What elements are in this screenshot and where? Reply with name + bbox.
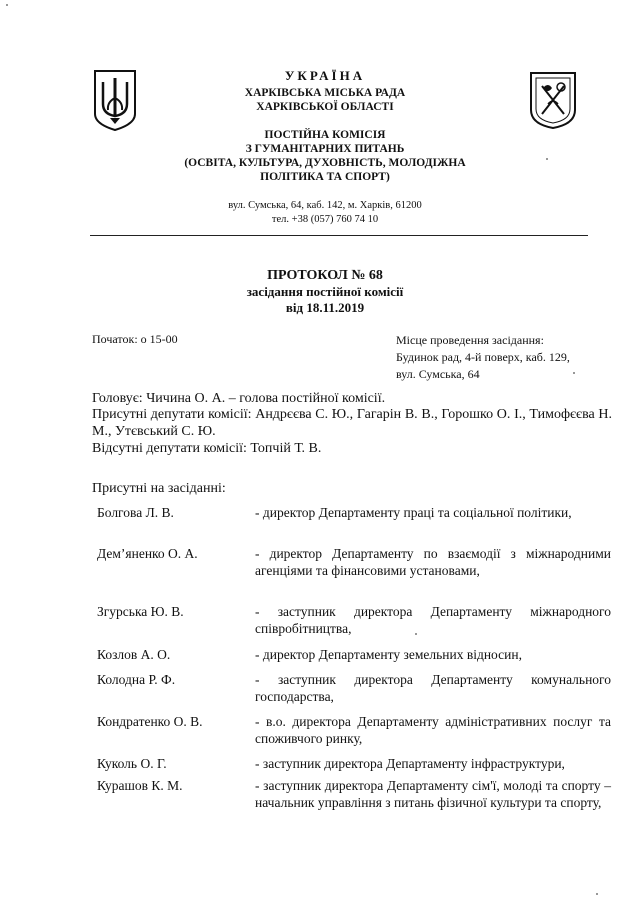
- address-line2: тел. +38 (057) 760 74 10: [271, 214, 379, 225]
- attendee-name: Болгова Л. В.: [97, 505, 174, 520]
- scan-speck: [6, 4, 8, 6]
- attendee-name: Кондратенко О. В.: [97, 714, 203, 729]
- kharkiv-coat-of-arms-icon: [528, 70, 578, 130]
- council-line1: ХАРКІВСЬКА МІСЬКА РАДА: [244, 87, 406, 99]
- attendee-name: Козлов А. О.: [97, 647, 171, 662]
- header-divider: [90, 235, 588, 236]
- attendee-position: - заступник директора Департаменту міжнародного співробітництва,: [255, 604, 611, 636]
- place-line3: вул. Сумська, 64: [396, 367, 480, 381]
- attendee-name: Згурська Ю. В.: [97, 604, 184, 619]
- attendee-name: Дем’яненко О. А.: [97, 546, 198, 561]
- address-line1: вул. Сумська, 64, каб. 142, м. Харків, 61200: [228, 200, 422, 211]
- protocol-title: ПРОТОКОЛ № 68: [267, 268, 383, 283]
- scan-speck: [573, 372, 575, 374]
- attendee-name: Курашов К. М.: [97, 778, 183, 793]
- protocol-date: від 18.11.2019: [285, 300, 365, 315]
- chair-paragraph: Головує: Чичина О. А. – голова постійної комісії.: [92, 391, 386, 406]
- country-heading: УКРАЇНА: [284, 68, 366, 83]
- attendee-name: Куколь О. Г.: [97, 756, 167, 771]
- committee-heading: [130, 128, 520, 184]
- scan-speck: [415, 633, 417, 635]
- attendee-position: - заступник директора Департаменту сім'ї, молоді та спорту – начальник управління з питань фізичної культури та спорту,: [255, 778, 611, 810]
- absent-deputies-paragraph: Відсутні депутати комісії: Топчій Т. В.: [92, 441, 322, 456]
- attendee-position: - заступник директора Департаменту інфраструктури,: [255, 756, 565, 771]
- meeting-place: [396, 332, 596, 383]
- committee-line1: ПОСТІЙНА КОМІСІЯ: [264, 129, 386, 141]
- attendee-position: - директор Департаменту по взаємодії з міжнародними агенціями та фінансовими установами,: [255, 546, 611, 578]
- attendee-position: - в.о. директора Департаменту адміністративних послуг та споживчого ринку,: [255, 714, 611, 746]
- council-line2: ХАРКІВСЬКОЇ ОБЛАСТІ: [256, 101, 394, 113]
- attendee-position: - заступник директора Департаменту комунального господарства,: [255, 672, 611, 704]
- protocol-subtitle: засідання постійної комісії: [246, 284, 404, 299]
- committee-line2: З ГУМАНІТАРНИХ ПИТАНЬ: [245, 143, 405, 155]
- committee-line3: (ОСВІТА, КУЛЬТУРА, ДУХОВНІСТЬ, МОЛОДІЖНА: [184, 157, 466, 169]
- scan-speck: [546, 158, 548, 160]
- committee-address: [130, 199, 520, 227]
- meeting-start: Початок: о 15-00: [92, 332, 178, 346]
- attendee-position: - директор Департаменту праці та соціальної політики,: [255, 505, 572, 520]
- attendee-position: - директор Департаменту земельних відносин,: [255, 647, 522, 662]
- council-heading: [130, 86, 520, 114]
- committee-line4: ПОЛІТИКА ТА СПОРТ): [260, 171, 390, 183]
- attendees-heading: Присутні на засіданні:: [92, 481, 226, 496]
- scan-speck: [596, 893, 598, 895]
- attendee-name: Колодна Р. Ф.: [97, 672, 176, 687]
- present-deputies-paragraph: Присутні депутати комісії: Андрєєва С. Ю., Гагарін В. В., Горошко О. І., Тимофєєва Н. М., Утєвський С. Ю.: [92, 407, 612, 439]
- place-line2: Будинок рад, 4-й поверх, каб. 129,: [396, 350, 570, 364]
- place-line1: Місце проведення засідання:: [396, 333, 544, 347]
